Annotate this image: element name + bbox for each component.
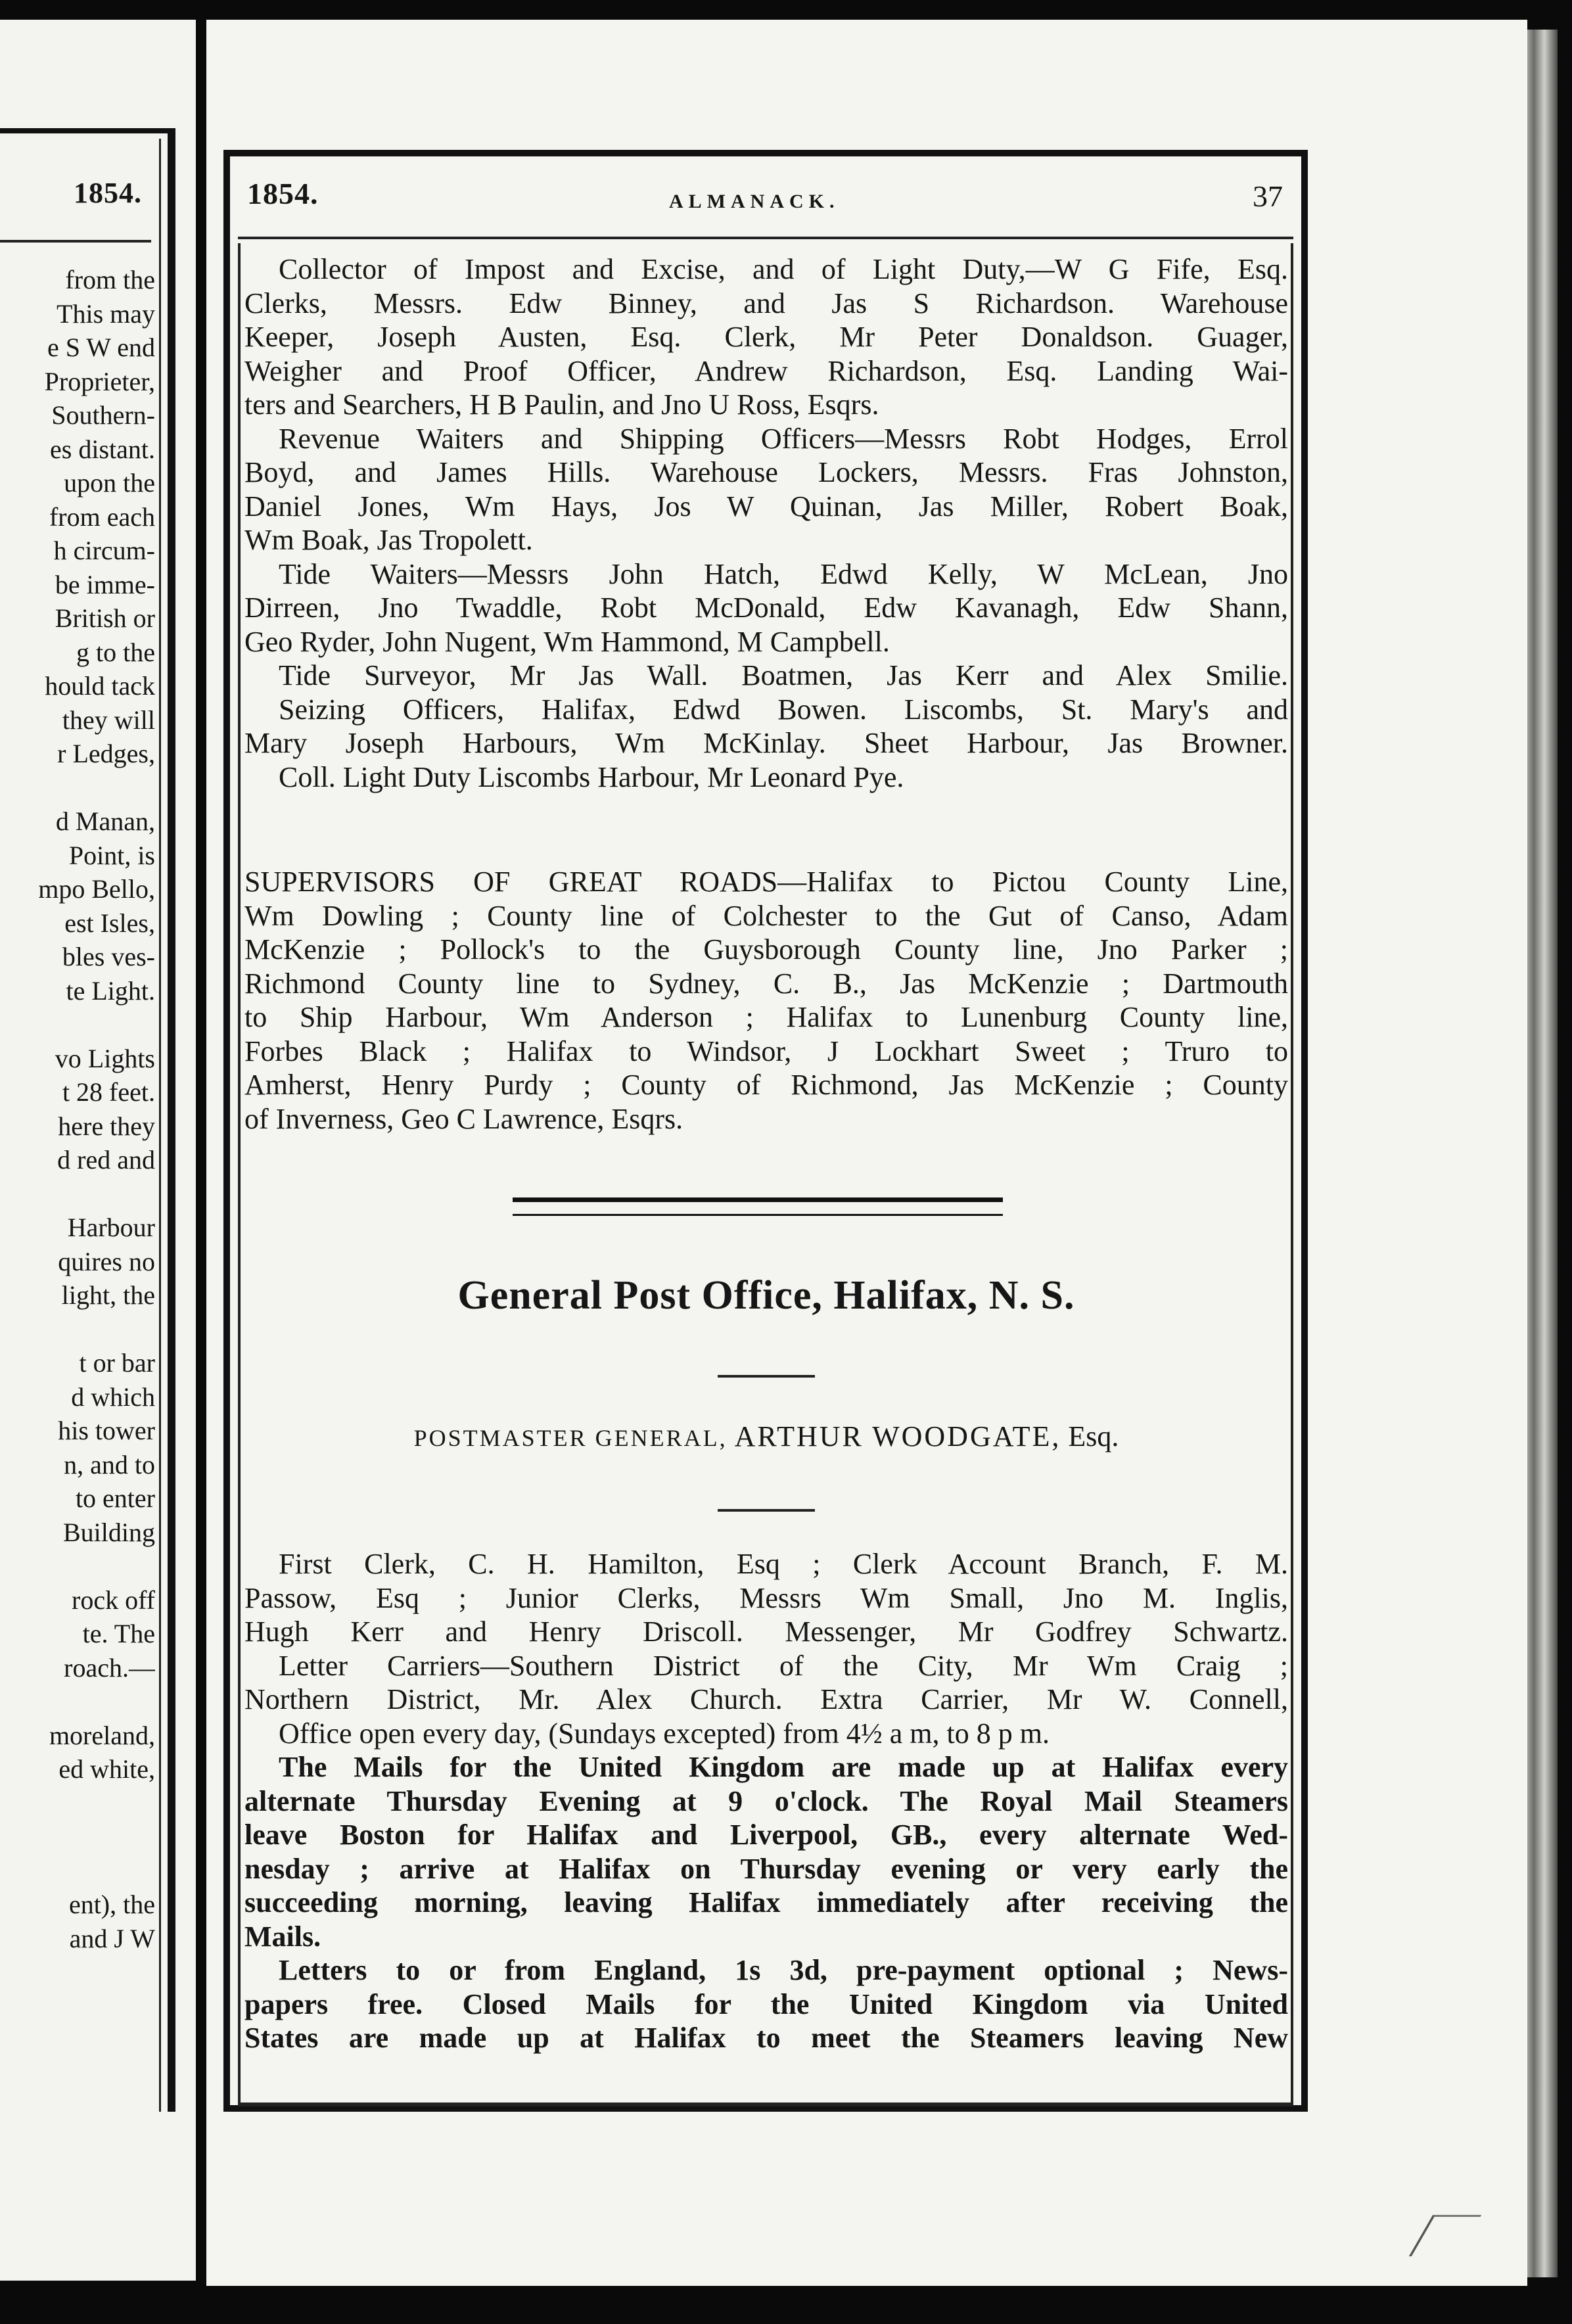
left-page-line: This may	[57, 298, 155, 329]
post-office-line: succeeding morning, leaving Halifax immediately after receiving the	[244, 1886, 1288, 1918]
roads-line: to Ship Harbour, Wm Anderson ; Halifax to Lunenburg County line,	[244, 1001, 1288, 1033]
left-page-line	[0, 1008, 155, 1042]
customs-line: Weigher and Proof Officer, Andrew Richardson, Esq. Landing Wai-	[244, 354, 1288, 387]
customs-line: Boyd, and James Hills. Warehouse Lockers, Messrs. Fras Johnston,	[244, 456, 1288, 488]
post-office-line: Hugh Kerr and Henry Driscoll. Messenger, Mr Godfrey Schwartz.	[244, 1615, 1288, 1648]
left-page-line: ent), the	[68, 1890, 155, 1919]
left-page-line: t 28 feet.	[62, 1077, 155, 1107]
customs-line: Tide Surveyor, Mr Jas Wall. Boatmen, Jas Kerr and Alex Smilie.	[279, 659, 1288, 691]
left-page-line: upon the	[64, 468, 155, 498]
post-office-section	[244, 1547, 1288, 2055]
section-divider	[513, 1197, 1003, 1216]
left-page-line: British or	[55, 603, 155, 633]
left-page-line	[0, 1313, 155, 1347]
left-page-line: est Isles,	[64, 908, 155, 938]
left-page-line: Building	[62, 1517, 155, 1547]
left-page-line: here they	[58, 1111, 155, 1141]
post-office-line: Letter Carriers—Southern District of the City, Mr Wm Craig ;	[279, 1649, 1288, 1682]
supervisors-of-roads-section	[244, 865, 1288, 1136]
left-page-line: roach.—	[64, 1652, 155, 1683]
roads-line: Forbes Black ; Halifax to Windsor, J Lockhart Sweet ; Truro to	[244, 1034, 1288, 1067]
left-page-line: n, and to	[64, 1449, 155, 1479]
left-page-line: bles ves-	[62, 942, 155, 971]
left-page-line: d red and	[57, 1145, 155, 1174]
customs-line: Geo Ryder, John Nugent, Wm Hammond, M Campbell.	[244, 625, 890, 658]
left-page-line	[0, 1854, 155, 1888]
header-title: ALMANACK.	[669, 191, 840, 212]
customs-line: Wm Boak, Jas Tropolett.	[244, 524, 533, 556]
customs-line: Mary Joseph Harbours, Wm McKinlay. Sheet Harbour, Jas Browner.	[244, 727, 1288, 759]
postmaster-name: ARTHUR WOODGATE,	[734, 1420, 1061, 1452]
left-page-line: moreland,	[49, 1720, 155, 1750]
left-page-line: from the	[65, 265, 155, 294]
roads-line: Wm Dowling ; County line of Colchester to the Gut of Canso, Adam	[244, 899, 1288, 932]
left-page-line: h circum-	[53, 536, 155, 565]
post-office-line: Northern District, Mr. Alex Church. Extra Carrier, Mr W. Connell,	[244, 1683, 1288, 1715]
customs-line: Keeper, Joseph Austen, Esq. Clerk, Mr Peter Donaldson. Guager,	[244, 321, 1288, 353]
left-page-line: e S W end	[47, 333, 155, 362]
left-page-line	[0, 1820, 155, 1854]
short-rule-top	[718, 1375, 815, 1378]
post-office-line: Passow, Esq ; Junior Clerks, Messrs Wm Small, Jno M. Inglis,	[244, 1581, 1288, 1614]
short-rule-bottom	[718, 1509, 815, 1512]
left-page-line: r Ledges,	[57, 739, 155, 768]
left-page-line: Southern-	[51, 400, 155, 430]
left-page-line: light, the	[61, 1280, 155, 1310]
left-page-line: be imme-	[55, 569, 155, 599]
customs-line: Revenue Waiters and Shipping Officers—Messrs Robt Hodges, Errol	[279, 422, 1288, 455]
customs-officers-section	[244, 252, 1288, 794]
post-office-line: States are made up at Halifax to meet the Steamers leaving New	[244, 2022, 1288, 2054]
post-office-line: Mails.	[244, 1920, 321, 1953]
left-page-line: te Light.	[66, 975, 155, 1006]
postmaster-general-line	[244, 1420, 1288, 1453]
post-office-line: The Mails for the United Kingdom are made up at Halifax every	[279, 1751, 1288, 1783]
left-page-line: to enter	[75, 1483, 155, 1513]
left-page-line: rock off	[72, 1585, 155, 1615]
post-office-line: Office open every day, (Sundays excepted) from 4½ a m, to 8 p m.	[279, 1717, 1050, 1750]
customs-line: Collector of Impost and Excise, and of Light Duty,—W G Fife, Esq.	[279, 253, 1288, 285]
left-page-year: 1854.	[74, 177, 142, 209]
post-office-line: Letters to or from England, 1s 3d, pre-payment optional ; News-	[279, 1954, 1288, 1986]
left-page-line	[0, 771, 155, 805]
left-page-line: d Manan,	[55, 806, 155, 836]
left-page-line: mpo Bello,	[38, 874, 155, 904]
left-page-line: d which	[71, 1382, 155, 1412]
left-page-line: vo Lights	[55, 1043, 155, 1073]
post-office-line: nesday ; arrive at Halifax on Thursday evening or very early the	[244, 1852, 1288, 1885]
post-office-title: General Post Office, Halifax, N. S.	[457, 1273, 1075, 1318]
left-page-line: they will	[62, 705, 155, 735]
roads-line: of Inverness, Geo C Lawrence, Esqrs.	[244, 1102, 683, 1135]
left-page-line: from each	[49, 501, 155, 532]
customs-line: ters and Searchers, H B Paulin, and Jno U Ross, Esqrs.	[244, 388, 879, 421]
left-page-line: quires no	[58, 1246, 155, 1276]
left-page-line: es distant.	[50, 434, 155, 464]
roads-line: McKenzie ; Pollock's to the Guysborough County line, Jno Parker ;	[244, 933, 1288, 965]
left-page-line: g to the	[76, 637, 155, 667]
roads-line: Amherst, Henry Purdy ; County of Richmond, Jas McKenzie ; County	[244, 1069, 1288, 1101]
left-page-line	[0, 1685, 155, 1719]
left-page-line	[0, 1549, 155, 1583]
postmaster-label: POSTMASTER GENERAL,	[413, 1425, 728, 1451]
left-page-line: his tower	[58, 1416, 155, 1445]
left-page-line: ed white,	[58, 1754, 155, 1784]
left-page-line	[0, 1177, 155, 1211]
left-page-line: and J W	[69, 1923, 155, 1953]
left-page-line: t or bar	[79, 1348, 155, 1378]
left-page-text	[0, 263, 155, 1955]
left-page-line: Point, is	[68, 840, 155, 870]
post-office-line: papers free. Closed Mails for the United Kingdom via United	[244, 1987, 1288, 2020]
left-page-line	[0, 1786, 155, 1821]
left-page-line: hould tack	[45, 671, 155, 701]
postmaster-suffix: Esq.	[1068, 1420, 1119, 1452]
left-page-line: Harbour	[67, 1213, 155, 1242]
customs-line: Tide Waiters—Messrs John Hatch, Edwd Kelly, W McLean, Jno	[279, 557, 1288, 590]
header-year: 1854.	[247, 177, 319, 210]
header-rule	[238, 237, 1293, 239]
post-office-line: First Clerk, C. H. Hamilton, Esq ; Clerk Account Branch, F. M.	[279, 1548, 1288, 1580]
page-number: 37	[1253, 179, 1283, 213]
post-office-line: alternate Thursday Evening at 9 o'clock. The Royal Mail Steamers	[244, 1784, 1288, 1817]
customs-line: Daniel Jones, Wm Hays, Jos W Quinan, Jas Miller, Robert Boak,	[244, 490, 1288, 523]
customs-line: Dirreen, Jno Twaddle, Robt McDonald, Edw Kavanagh, Edw Shann,	[244, 592, 1288, 624]
post-office-line: leave Boston for Halifax and Liverpool, GB., every alternate Wed-	[244, 1819, 1288, 1851]
roads-line: Richmond County line to Sydney, C. B., Jas McKenzie ; Dartmouth	[244, 967, 1288, 1000]
left-page-rule	[0, 240, 151, 243]
left-page-line: te. The	[82, 1619, 155, 1648]
customs-line: Clerks, Messrs. Edw Binney, and Jas S Richardson. Warehouse	[244, 287, 1288, 319]
customs-line: Coll. Light Duty Liscombs Harbour, Mr Leonard Pye.	[279, 760, 904, 793]
left-page-line: Proprieter,	[44, 366, 155, 396]
roads-line: SUPERVISORS OF GREAT ROADS—Halifax to Pictou County Line,	[244, 866, 1288, 898]
customs-line: Seizing Officers, Halifax, Edwd Bowen. Liscombs, St. Mary's and	[279, 693, 1288, 726]
